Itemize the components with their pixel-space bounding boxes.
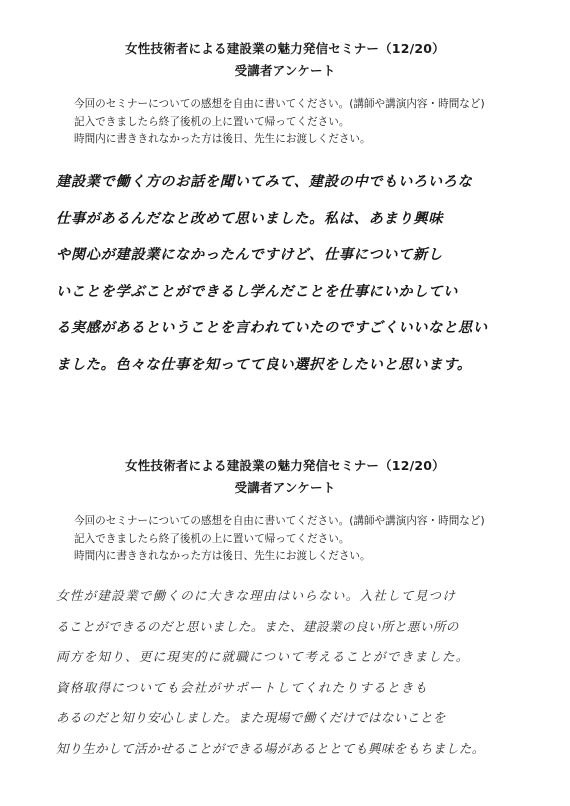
survey-subtitle: 受講者アンケート xyxy=(234,63,336,78)
survey-form-2 xyxy=(0,455,570,756)
instruction-line: 時間内に書ききれなかった方は後日、先生にお渡しください。 xyxy=(74,133,371,145)
handwritten-response xyxy=(56,581,526,764)
response-line: ました。色々な仕事を知ってて良い選択をしたいと思います。 xyxy=(56,356,472,373)
response-line: ることができるのだと思いました。また、建設業の良い所と悪い所の xyxy=(56,618,459,634)
survey-form-1 xyxy=(0,38,570,373)
instruction-line: 記入できましたら終了後机の上に置いて帰ってください。 xyxy=(74,532,350,545)
response-line: 建設業で働く方のお話を聞いてみて、建設の中でもいろいろな xyxy=(56,174,473,190)
response-line: 知り生かして活かせることができる場があるととても興味をもちました。 xyxy=(56,740,485,756)
survey-instructions xyxy=(74,96,570,149)
instruction-line: 今回のセミナーについての感想を自由に書いてください。(講師や講演内容・時間など) xyxy=(74,98,485,110)
response-line: 両方を知り、更に現実的に就職について考えることができました。 xyxy=(56,649,470,664)
instruction-line: 記入できましたら終了後机の上に置いて帰ってください。 xyxy=(74,115,350,128)
survey-subtitle: 受講者アンケート xyxy=(234,480,336,495)
survey-instructions xyxy=(74,513,570,566)
instruction-line: 時間内に書ききれなかった方は後日、先生にお渡しください。 xyxy=(74,550,371,562)
survey-title: 女性技術者による建設業の魅力発信セミナー（12/20） xyxy=(125,41,445,56)
response-line: あるのだと知り安心しました。また現場で働くだけではないことを xyxy=(56,710,446,725)
handwritten-response xyxy=(56,164,526,383)
survey-title: 女性技術者による建設業の魅力発信セミナー（12/20） xyxy=(125,458,445,473)
response-line: 女性が建設業で働くのに大きな理由はいらない。入社して見つけ xyxy=(56,588,457,603)
response-line: 資格取得についても会社がサポートしてくれたりするときも xyxy=(56,679,429,695)
instruction-line: 今回のセミナーについての感想を自由に書いてください。(講師や講演内容・時間など) xyxy=(74,515,485,527)
response-line: や関心が建設業になかったんですけど、仕事について新し xyxy=(56,247,443,263)
response-line: 仕事があるんだなと改めて思いました。私は、あまり興味 xyxy=(56,210,444,227)
response-line: る実感があるということを言われていたのですごくいいなと思い xyxy=(56,320,488,336)
response-line: いことを学ぶことができるし学んだことを仕事にいかしてい xyxy=(56,283,458,300)
